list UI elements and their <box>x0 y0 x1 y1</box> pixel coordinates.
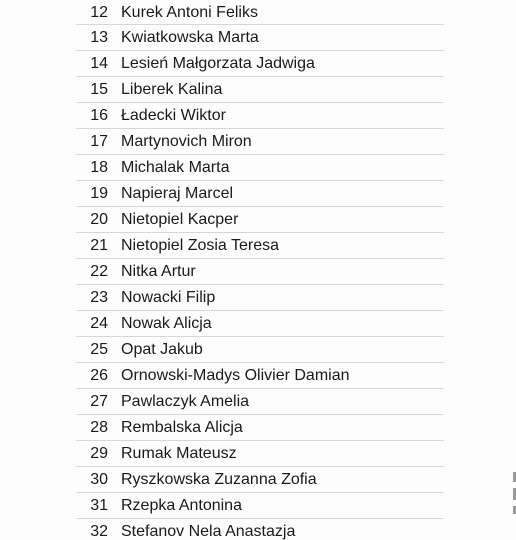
student-name: Lesień Małgorzata Jadwiga <box>121 55 315 72</box>
list-item <box>76 519 444 540</box>
student-name: Martynovich Miron <box>121 133 252 150</box>
student-name: Pawlaczyk Amelia <box>121 393 250 410</box>
row-number: 18 <box>90 159 108 176</box>
row-number: 29 <box>90 445 108 462</box>
student-name: Nowak Alicja <box>121 315 212 332</box>
list-item <box>76 207 444 233</box>
list-item <box>76 25 444 51</box>
list-item <box>76 233 444 259</box>
list-item <box>76 181 444 207</box>
row-number: 20 <box>90 211 108 228</box>
list-item <box>76 389 444 415</box>
row-number: 15 <box>90 81 108 98</box>
student-name: Stefanov Nela Anastazja <box>121 523 296 540</box>
list-item <box>76 441 444 467</box>
row-number: 23 <box>90 289 108 306</box>
row-number: 12 <box>90 4 108 21</box>
row-number: 32 <box>90 523 108 540</box>
row-number: 31 <box>90 497 108 514</box>
row-number: 19 <box>90 185 108 202</box>
name-list <box>76 0 444 540</box>
row-number: 17 <box>90 133 108 150</box>
student-name: Nowacki Filip <box>121 289 216 306</box>
student-name: Ornowski-Madys Olivier Damian <box>121 367 350 384</box>
row-number: 30 <box>90 471 108 488</box>
list-item <box>76 285 444 311</box>
student-name: Michalak Marta <box>121 159 230 176</box>
row-number: 24 <box>90 315 108 332</box>
row-number: 21 <box>90 237 108 254</box>
student-name: Nitka Artur <box>121 263 196 280</box>
list-item <box>76 337 444 363</box>
student-name: Liberek Kalina <box>121 81 223 98</box>
list-item <box>76 363 444 389</box>
list-item <box>76 415 444 441</box>
row-number: 26 <box>90 367 108 384</box>
student-name: Nietopiel Kacper <box>121 211 239 228</box>
row-number: 28 <box>90 419 108 436</box>
row-number: 25 <box>90 341 108 358</box>
list-item <box>76 259 444 285</box>
student-name: Rumak Mateusz <box>121 445 237 462</box>
student-name: Rzepka Antonina <box>121 497 242 514</box>
student-name: Kurek Antoni Feliks <box>121 4 258 21</box>
list-item <box>76 129 444 155</box>
row-number: 22 <box>90 263 108 280</box>
student-name: Nietopiel Zosia Teresa <box>121 237 280 254</box>
list-item <box>76 155 444 181</box>
row-number: 13 <box>90 29 108 46</box>
list-item <box>76 311 444 337</box>
list-item <box>76 493 444 519</box>
list-item <box>76 77 444 103</box>
student-name: Opat Jakub <box>121 341 203 358</box>
row-number: 14 <box>90 55 108 72</box>
row-number: 27 <box>90 393 108 410</box>
list-item <box>76 103 444 129</box>
list-item <box>76 0 444 25</box>
student-name: Ładecki Wiktor <box>121 107 226 124</box>
student-name: Kwiatkowska Marta <box>121 29 259 46</box>
list-item <box>76 467 444 493</box>
student-name: Rembalska Alicja <box>121 419 243 436</box>
row-number: 16 <box>90 107 108 124</box>
student-name: Napieraj Marcel <box>121 185 234 202</box>
list-item <box>76 51 444 77</box>
student-name: Ryszkowska Zuzanna Zofia <box>121 471 317 488</box>
